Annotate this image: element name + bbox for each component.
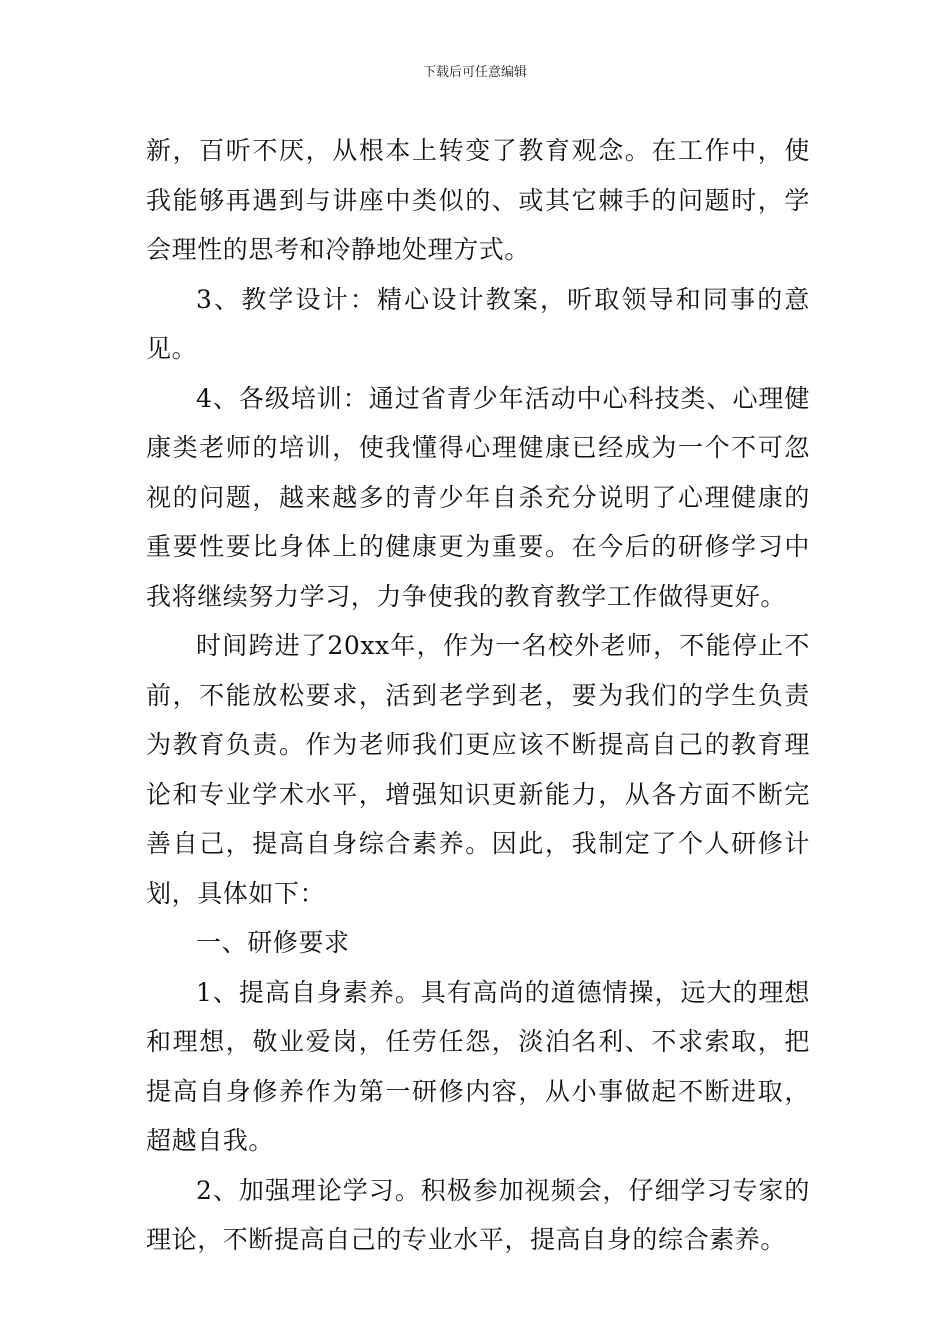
paragraph-training: 4、各级培训：通过省青少年活动中心科技类、心理健康类老师的培训，使我懂得心理健康已经成为一个不可忽视的问题，越来越多的青少年自杀充分说明了心理健康的重要性要比身体上的健康更为重要。在今后的研修学习中我将继续努力学习，力争使我的教育教学工作做得更好。 [146, 383, 810, 611]
paragraph-requirement-2: 2、加强理论学习。积极参加视频会，仔细学习专家的理论，不断提高自己的专业水平，提高自身的综合素养。 [146, 1175, 810, 1254]
paragraph-continuation: 新，百听不厌，从根本上转变了教育观念。在工作中，使我能够再遇到与讲座中类似的、或其它棘手的问题时，学会理性的思考和冷静地处理方式。 [146, 136, 810, 264]
section-heading-requirements: 一、研修要求 [196, 928, 350, 957]
document-body [146, 126, 810, 1265]
paragraph-requirement-1: 1、提高自身素养。具有高尚的道德情操，远大的理想和理想，敬业爱岗，任劳任怨，淡泊名利、不求索取，把提高自身修养作为第一研修内容，从小事做起不断进取，超越自我。 [146, 977, 810, 1155]
paragraph-teaching-design: 3、教学设计：精心设计教案，听取领导和同事的意见。 [146, 284, 810, 363]
paragraph-plan-intro: 时间跨进了20xx年，作为一名校外老师，不能停止不前，不能放松要求，活到老学到老，要为我们的学生负责为教育负责。作为老师我们更应该不断提高自己的教育理论和专业学术水平，增强知识更新能力，从各方面不断完善自己，提高自身综合素养。因此，我制定了个人研修计划，具体如下： [146, 631, 810, 908]
page-header: 下载后可任意编辑 [422, 65, 527, 80]
